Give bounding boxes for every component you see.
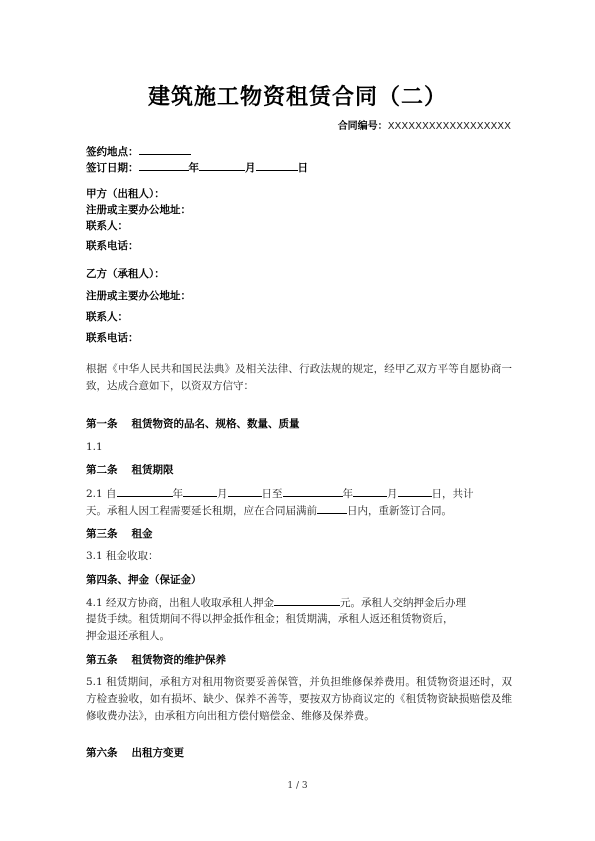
article-3-number: 第三条 xyxy=(86,528,118,540)
party-b-title: 乙方（承租人）： xyxy=(86,268,165,280)
clause-2-1-end: 日内，重新签订合同。 xyxy=(347,505,452,517)
clause-4-1-line3: 押金退还承租人。 xyxy=(86,630,170,642)
article-6-heading xyxy=(86,745,184,760)
start-day-label: 日至 xyxy=(261,488,283,500)
sign-date-label: 签订日期： xyxy=(86,162,139,174)
contract-number-value: XXXXXXXXXXXXXXXXXX xyxy=(387,121,511,132)
party-a-phone: 联系电话： xyxy=(86,240,139,252)
clause-2-1-text: 2.1 自 xyxy=(86,488,117,500)
article-4-heading: 第四条、押金（保证金） xyxy=(86,574,202,586)
clause-3-1: 3.1 租金收取： xyxy=(86,550,159,562)
month-blank xyxy=(199,159,245,171)
end-month-blank xyxy=(353,485,387,497)
renewal-days-blank xyxy=(317,502,347,514)
contract-number-label: 合同编号： xyxy=(337,121,388,132)
party-b-contact: 联系人： xyxy=(86,311,128,323)
article-6-title: 出租方变更 xyxy=(131,747,184,759)
article-6-number: 第六条 xyxy=(86,747,118,759)
party-b-phone: 联系电话： xyxy=(86,332,139,344)
article-1-heading xyxy=(86,416,300,431)
article-5-title: 租赁物资的维护保养 xyxy=(131,654,226,666)
start-year-blank xyxy=(117,485,173,497)
deposit-amount-blank xyxy=(274,594,340,606)
start-month-blank xyxy=(183,485,217,497)
end-month-label: 月 xyxy=(387,488,398,500)
article-1-number: 第一条 xyxy=(86,418,118,430)
clause-4-1-text-2: 元。承租人交纳押金后办理 xyxy=(340,597,467,609)
day-label: 日 xyxy=(297,162,308,174)
article-2-number: 第二条 xyxy=(86,464,118,476)
sign-place-blank xyxy=(139,143,191,155)
month-label: 月 xyxy=(245,162,256,174)
day-blank xyxy=(256,159,298,171)
clause-2-1-line2 xyxy=(86,502,512,520)
document-title: 建筑施工物资租赁合同（二） xyxy=(147,85,447,110)
article-2-heading xyxy=(86,462,174,477)
page-number: 1 / 3 xyxy=(287,781,308,791)
end-day-blank xyxy=(398,485,432,497)
party-a-title: 甲方（出租人）： xyxy=(86,188,165,200)
article-3-heading xyxy=(86,526,153,541)
sign-place-line xyxy=(86,143,191,159)
sign-place-label: 签约地点： xyxy=(86,146,139,158)
year-blank xyxy=(139,159,189,171)
party-a-address: 注册或主要办公地址： xyxy=(86,204,191,216)
party-a-contact: 联系人： xyxy=(86,220,128,232)
article-3-title: 租金 xyxy=(131,528,153,540)
start-year-label: 年 xyxy=(172,488,184,500)
sign-date-line xyxy=(86,159,308,175)
end-year-blank xyxy=(283,485,343,497)
clause-5-1: 5.1 租赁期间，承租方对租用物资要妥善保管，并负担维修保养费用。租赁物资退还时，双方检查验收，如有损坏、缺少、保养不善等，要按双方协商议定的《租赁物资缺损赔偿及维修收费办法》，由承租方向出租方偿付赔偿金、维修及保养费。 xyxy=(86,676,512,722)
article-5-heading xyxy=(86,652,226,667)
clause-2-1 xyxy=(86,485,512,503)
start-day-blank xyxy=(228,485,262,497)
article-1-title: 租赁物资的品名、规格、数量、质量 xyxy=(131,418,300,430)
clause-4-1-text: 4.1 经双方协商，出租人收取承租人押金 xyxy=(86,597,275,609)
clause-4-1-line2: 提货手续。租赁期间不得以押金抵作租金；租赁期满，承租人返还租赁物资后， xyxy=(86,613,454,625)
end-day-label: 日，共计 xyxy=(431,488,474,500)
article-5-number: 第五条 xyxy=(86,654,118,666)
start-month-label: 月 xyxy=(217,488,228,500)
year-label: 年 xyxy=(188,162,199,174)
contract-number xyxy=(338,117,511,132)
intro-paragraph: 根据《中华人民共和国民法典》及相关法律、行政法规的规定，经甲乙双方平等自愿协商一致，达成合意如下，以资双方信守： xyxy=(86,363,512,392)
article-2-title: 租赁期限 xyxy=(131,464,174,476)
clause-1-1: 1.1 xyxy=(86,441,103,453)
clause-4-1 xyxy=(86,594,512,612)
party-b-address: 注册或主要办公地址： xyxy=(86,290,191,302)
end-year-label: 年 xyxy=(342,488,354,500)
clause-2-1-line2-text: 天。承租人因工程需要延长租期，应在合同届满前 xyxy=(86,505,317,517)
